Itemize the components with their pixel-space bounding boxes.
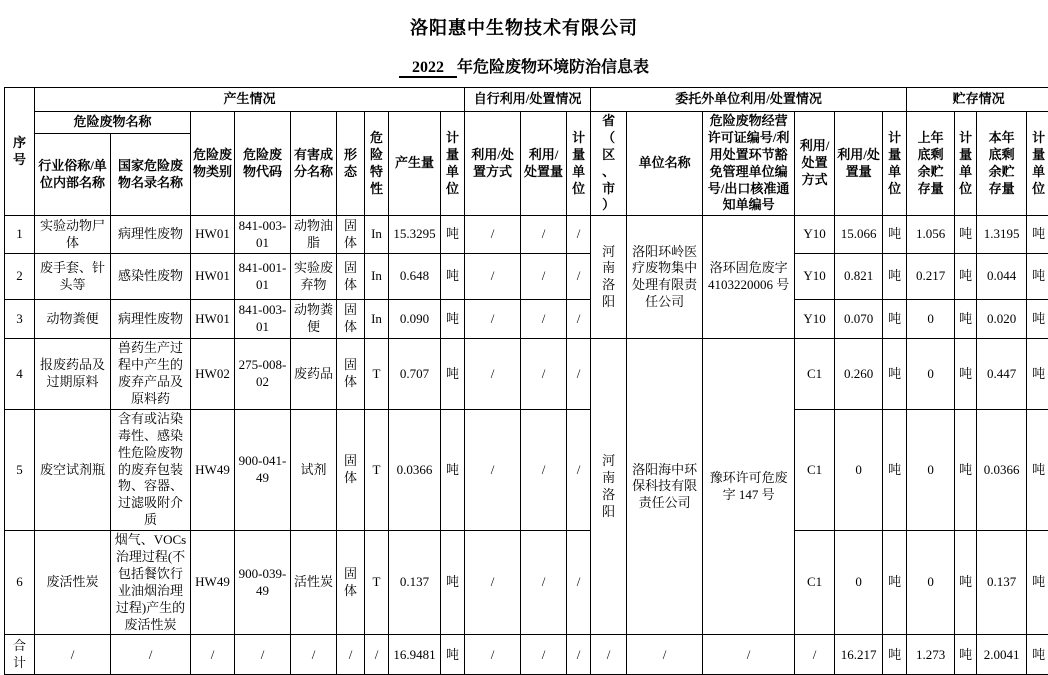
table-row [5,409,1048,530]
cell-ent-unit: 吨 [883,531,907,635]
cell-harmful: 试剂 [291,409,337,530]
cell-national-name: 烟气、VOCs治理过程(不包括餐饮行业油烟治理过程)产生的废活性炭 [111,531,191,635]
cell-license-merged: 豫环许可危废字 147 号 [703,339,795,635]
cell-self-unit: / [567,531,591,635]
cell-prev-storage: 0 [907,409,955,530]
cell-self-unit: / [567,409,591,530]
cell-harmful: 废药品 [291,339,337,410]
col-header-ent-unit: 计量单位 [883,112,907,216]
table-row [5,339,1048,410]
cell-industry-name: 动物粪便 [35,300,111,339]
col-header-self-method: 利用/处置方式 [465,112,521,216]
header-row-sub [5,112,1048,134]
cell-prev-storage: 0 [907,300,955,339]
cell-national-name: 兽药生产过程中产生的废弃产品及原料药 [111,339,191,410]
total-row [5,635,1048,675]
cell-self-unit: / [567,216,591,254]
cell-hazard: In [365,254,389,300]
cell-province: / [591,635,627,675]
cell-code: 841-003-01 [235,300,291,339]
cell-prev-storage: 0 [907,339,955,410]
cell-prev-storage: 0 [907,531,955,635]
cell-national-name: 病理性废物 [111,216,191,254]
cell-unit: 吨 [441,409,465,530]
cell-self-amount: / [521,409,567,530]
cell-form: 固体 [337,339,365,410]
col-header-province: 省（区、市） [591,112,627,216]
group-header-entrusted: 委托外单位利用/处置情况 [591,88,907,112]
cell-code: 275-008-02 [235,339,291,410]
cell-prev-storage: 1.273 [907,635,955,675]
cell-prev-storage: 0.217 [907,254,955,300]
cell-ent-method: C1 [795,339,835,410]
col-header-prev-storage: 上年底剩余贮存量 [907,112,955,216]
cell-code: 900-041-49 [235,409,291,530]
cell-cur-unit: 吨 [1027,254,1048,300]
cell-amount: 0.0366 [389,409,441,530]
table-row [5,254,1048,300]
cell-ent-unit: 吨 [883,339,907,410]
cell-cur-unit: 吨 [1027,339,1048,410]
col-header-industry-name: 行业俗称/单位内部名称 [35,134,111,216]
cell-ent-method: C1 [795,531,835,635]
cell-self-unit: / [567,254,591,300]
cell-seq: 1 [5,216,35,254]
col-header-license: 危险废物经营许可证编号/利用处置环节豁免管理单位编号/出口核准通知单编号 [703,112,795,216]
table-row [5,531,1048,635]
cell-harmful: 活性炭 [291,531,337,635]
cell-industry-name: 废空试剂瓶 [35,409,111,530]
cell-industry-name: 实验动物尸体 [35,216,111,254]
cell-company: / [627,635,703,675]
report-subtitle-text: 年危险废物环境防治信息表 [457,59,649,76]
cell-ent-unit: 吨 [883,300,907,339]
cell-self-amount: / [521,216,567,254]
cell-national-name: 病理性废物 [111,300,191,339]
cell-code: 900-039-49 [235,531,291,635]
cell-cur-storage: 0.044 [977,254,1027,300]
col-header-cur-unit: 计量单位 [1027,112,1048,216]
cell-amount: 0.137 [389,531,441,635]
col-header-ent-method: 利用/处置方式 [795,112,835,216]
cell-unit: 吨 [441,531,465,635]
group-header-self-disposal: 自行利用/处置情况 [465,88,591,112]
cell-category: HW01 [191,254,235,300]
group-header-generation: 产生情况 [35,88,465,112]
cell-national-name: 感染性废物 [111,254,191,300]
cell-seq: 4 [5,339,35,410]
cell-cur-storage: 2.0041 [977,635,1027,675]
cell-form: 固体 [337,531,365,635]
cell-prev-unit: 吨 [955,635,977,675]
col-header-ent-amount: 利用/处置量 [835,112,883,216]
cell-harmful: 动物油脂 [291,216,337,254]
col-header-harmful: 有害成分名称 [291,112,337,216]
cell-seq: 5 [5,409,35,530]
cell-hazard: T [365,531,389,635]
cell-unit: 吨 [441,254,465,300]
col-header-category: 危险废物类别 [191,112,235,216]
cell-seq: 6 [5,531,35,635]
cell-national-name: 含有或沾染毒性、感染性危险废物的废弃包装物、容器、过滤吸附介质 [111,409,191,530]
cell-ent-method: / [795,635,835,675]
cell-form: 固体 [337,409,365,530]
cell-ent-method: Y10 [795,254,835,300]
cell-category: HW49 [191,409,235,530]
cell-cur-unit: 吨 [1027,216,1048,254]
cell-ent-unit: 吨 [883,635,907,675]
cell-code: 841-003-01 [235,216,291,254]
cell-ent-method: Y10 [795,216,835,254]
cell-seq: 3 [5,300,35,339]
cell-ent-method: Y10 [795,300,835,339]
cell-license: / [703,635,795,675]
cell-self-unit: / [567,300,591,339]
cell-cur-unit: 吨 [1027,635,1048,675]
cell-harmful: 实验废弃物 [291,254,337,300]
cell-prev-unit: 吨 [955,300,977,339]
cell-industry-name: 废手套、针头等 [35,254,111,300]
col-header-hazard: 危险特性 [365,112,389,216]
col-header-form: 形态 [337,112,365,216]
cell-province-merged: 河南洛阳 [591,216,627,339]
cell-seq: 2 [5,254,35,300]
cell-unit: 吨 [441,635,465,675]
col-header-national-name: 国家危险废物名录名称 [111,134,191,216]
cell-category: HW49 [191,531,235,635]
cell-category: / [191,635,235,675]
cell-self-amount: / [521,300,567,339]
cell-form: / [337,635,365,675]
cell-cur-unit: 吨 [1027,409,1048,530]
cell-self-amount: / [521,635,567,675]
cell-category: HW01 [191,216,235,254]
cell-cur-storage: 0.447 [977,339,1027,410]
company-title: 洛阳惠中生物技术有限公司 [0,14,1048,40]
cell-ent-method: C1 [795,409,835,530]
cell-self-method: / [465,409,521,530]
cell-cur-unit: 吨 [1027,531,1048,635]
cell-prev-unit: 吨 [955,254,977,300]
cell-self-unit: / [567,635,591,675]
group-header-storage: 贮存情况 [907,88,1048,112]
cell-form: 固体 [337,300,365,339]
cell-ent-unit: 吨 [883,216,907,254]
col-header-amount: 产生量 [389,112,441,216]
cell-prev-unit: 吨 [955,531,977,635]
cell-self-method: / [465,300,521,339]
cell-self-amount: / [521,254,567,300]
cell-amount: 16.9481 [389,635,441,675]
col-header-cur-storage: 本年底剩余贮存量 [977,112,1027,216]
col-header-self-unit: 计量单位 [567,112,591,216]
cell-cur-storage: 0.137 [977,531,1027,635]
col-header-unit: 计量单位 [441,112,465,216]
cell-company-merged: 洛阳环岭医疗废物集中处理有限责任公司 [627,216,703,339]
report-subtitle [0,54,1048,77]
cell-prev-unit: 吨 [955,339,977,410]
cell-hazard: T [365,339,389,410]
col-header-self-amount: 利用/处置量 [521,112,567,216]
cell-self-amount: / [521,339,567,410]
cell-ent-amount: 0.070 [835,300,883,339]
cell-ent-amount: 15.066 [835,216,883,254]
cell-unit: 吨 [441,216,465,254]
cell-self-method: / [465,339,521,410]
cell-company-merged: 洛阳海中环保科技有限责任公司 [627,339,703,635]
cell-hazard: T [365,409,389,530]
cell-national-name: / [111,635,191,675]
col-header-company: 单位名称 [627,112,703,216]
cell-self-amount: / [521,531,567,635]
cell-ent-amount: 0 [835,531,883,635]
cell-prev-unit: 吨 [955,409,977,530]
cell-prev-unit: 吨 [955,216,977,254]
cell-self-method: / [465,635,521,675]
cell-cur-storage: 0.0366 [977,409,1027,530]
table-row [5,216,1048,254]
cell-self-method: / [465,216,521,254]
cell-form: 固体 [337,216,365,254]
cell-hazard: / [365,635,389,675]
group-header-waste-name: 危险废物名称 [35,112,191,134]
cell-province-merged: 河南洛阳 [591,339,627,635]
cell-ent-amount: 16.217 [835,635,883,675]
cell-unit: 吨 [441,339,465,410]
cell-amount: 0.090 [389,300,441,339]
cell-amount: 0.648 [389,254,441,300]
cell-form: 固体 [337,254,365,300]
cell-ent-amount: 0 [835,409,883,530]
cell-cur-unit: 吨 [1027,300,1048,339]
cell-harmful: / [291,635,337,675]
cell-ent-unit: 吨 [883,254,907,300]
hazardous-waste-table [4,87,1048,675]
table-row [5,300,1048,339]
cell-hazard: In [365,216,389,254]
cell-category: HW02 [191,339,235,410]
col-header-code: 危险废物代码 [235,112,291,216]
cell-harmful: 动物粪便 [291,300,337,339]
cell-ent-amount: 0.821 [835,254,883,300]
cell-amount: 15.3295 [389,216,441,254]
cell-prev-storage: 1.056 [907,216,955,254]
cell-category: HW01 [191,300,235,339]
cell-industry-name: / [35,635,111,675]
header-row-groups [5,88,1048,112]
cell-amount: 0.707 [389,339,441,410]
cell-ent-unit: 吨 [883,409,907,530]
col-header-seq: 序号 [5,88,35,216]
cell-license-merged: 洛环固危废字4103220006 号 [703,216,795,339]
cell-total-label: 合计 [5,635,35,675]
col-header-prev-unit: 计量单位 [955,112,977,216]
report-year: 2022 [399,59,457,78]
cell-code: / [235,635,291,675]
cell-hazard: In [365,300,389,339]
cell-self-method: / [465,531,521,635]
cell-ent-amount: 0.260 [835,339,883,410]
cell-industry-name: 报废药品及过期原料 [35,339,111,410]
cell-code: 841-001-01 [235,254,291,300]
cell-self-unit: / [567,339,591,410]
cell-unit: 吨 [441,300,465,339]
cell-cur-storage: 1.3195 [977,216,1027,254]
cell-cur-storage: 0.020 [977,300,1027,339]
cell-self-method: / [465,254,521,300]
cell-industry-name: 废活性炭 [35,531,111,635]
